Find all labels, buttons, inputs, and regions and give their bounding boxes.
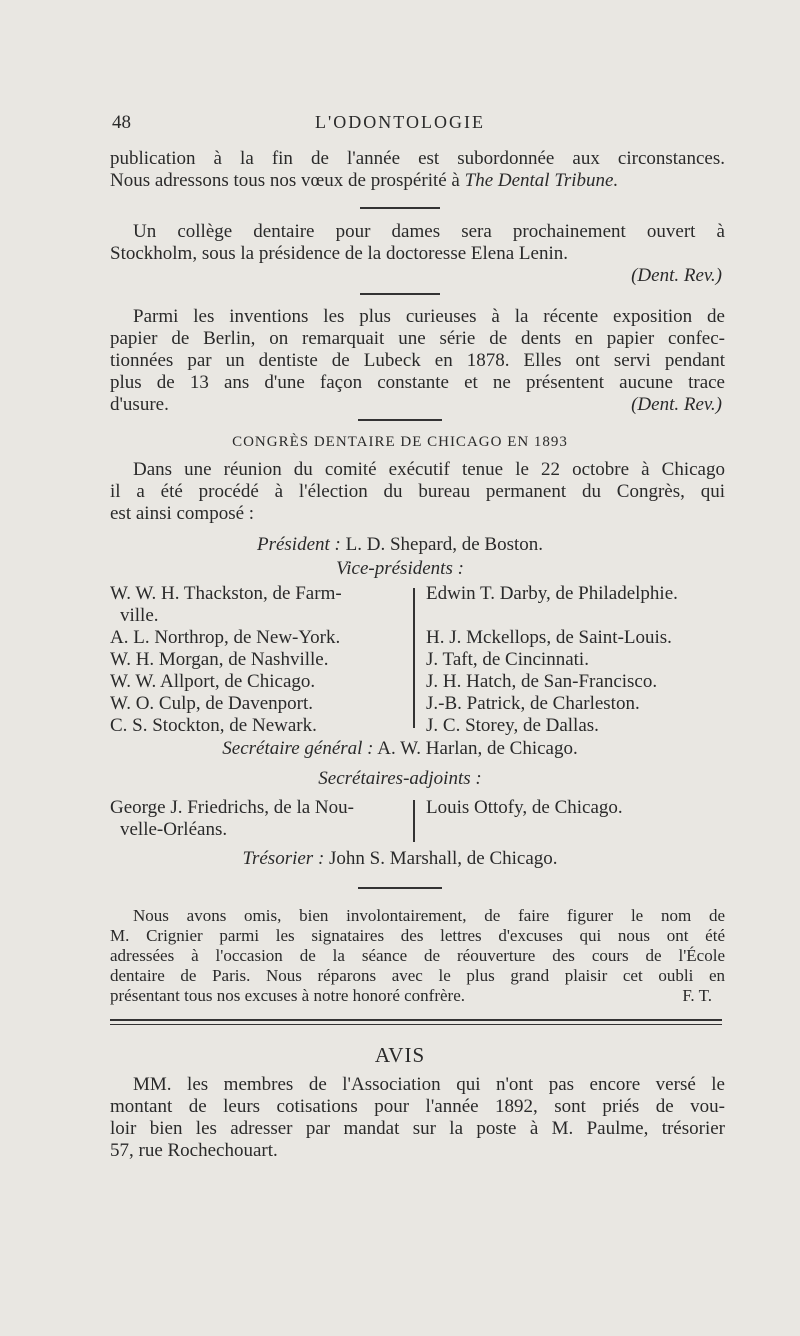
vice-presidents-label: Vice-présidents : — [336, 558, 464, 579]
president-line: Président : L. D. Shepard, de Boston. — [256, 534, 544, 555]
separator — [360, 207, 440, 209]
avis-title: AVIS — [374, 1043, 426, 1067]
para2-line1: Un collège dentaire pour dames sera prochainement ouvert à — [133, 221, 725, 242]
list-item: W. O. Culp, de Davenport. — [110, 693, 313, 714]
avis-line3: loir bien les adresser par mandat sur la poste à M. Paulme, trésorier — [110, 1118, 725, 1139]
vice-presidents-left — [110, 583, 410, 737]
double-rule-top — [110, 1019, 722, 1021]
list-item: C. S. Stockton, de Newark. — [110, 715, 317, 736]
list-item: H. J. Mckellops, de Saint-Louis. — [426, 627, 672, 648]
journal-title: The Dental Tribune. — [464, 170, 619, 191]
treasurer-line: Trésorier : John S. Marshall, de Chicago. — [242, 848, 558, 869]
para1-text: Nous adressons tous nos vœux de prospérité à — [110, 170, 465, 191]
para3-line3: tionnées par un dentiste de Lubeck en 1878. Elles ont servi pendant — [110, 350, 725, 371]
list-item: W. H. Morgan, de Nashville. — [110, 649, 329, 670]
erratum-signature: F. T. — [682, 986, 712, 1005]
para3-source: (Dent. Rev.) — [631, 394, 722, 415]
erratum-line2: M. Crignier parmi les signataires des lettres d'excuses qui nous ont été — [110, 926, 725, 945]
avis-line1: MM. les membres de l'Association qui n'ont pas encore versé le — [133, 1074, 725, 1095]
adjoints-left — [110, 797, 410, 841]
list-item: A. L. Northrop, de New-York. — [110, 627, 341, 648]
vice-presidents-right — [426, 583, 726, 737]
para3-line1: Parmi les inventions les plus curieuses à la récente exposition de — [133, 306, 725, 327]
para3-line5: d'usure. — [110, 394, 169, 415]
para3-line2: papier de Berlin, on remarquait une série de dents en papier confec- — [110, 328, 725, 349]
para1-line1: publication à la fin de l'année est subordonnée aux circonstances. — [110, 148, 725, 169]
column-divider — [413, 800, 415, 842]
list-item: J. H. Hatch, de San-Francisco. — [426, 671, 658, 692]
separator — [358, 419, 442, 421]
avis-line4: 57, rue Rochechouart. — [110, 1140, 278, 1161]
list-item: velle-Orléans. — [120, 819, 228, 840]
erratum-line1: Nous avons omis, bien involontairement, de faire figurer le nom de — [133, 906, 725, 925]
erratum-line3: adressées à l'occasion de la séance de réouverture des cours de l'École — [110, 946, 725, 965]
para3-line4: plus de 13 ans d'une façon constante et ne présentent aucune trace — [110, 372, 725, 393]
para1-line2 — [110, 170, 725, 192]
adjoints-right: Louis Ottofy, de Chicago. — [426, 797, 623, 818]
congres-line1: Dans une réunion du comité exécutif tenue le 22 octobre à Chicago — [133, 459, 725, 480]
separator — [360, 293, 440, 295]
list-item: Edwin T. Darby, de Philadelphie. — [426, 583, 678, 604]
para2-line2: Stockholm, sous la présidence de la doctoresse Elena Lenin. — [110, 243, 568, 264]
list-item: J.-B. Patrick, de Charleston. — [426, 693, 640, 714]
para2-source: (Dent. Rev.) — [631, 265, 722, 286]
list-item: W. W. H. Thackston, de Farm- — [110, 583, 342, 604]
avis-line2: montant de leurs cotisations pour l'année 1892, sont priés de vou- — [110, 1096, 725, 1117]
column-divider — [413, 588, 415, 728]
list-item: J. C. Storey, de Dallas. — [426, 715, 599, 736]
adjoints-label: Secrétaires-adjoints : — [318, 768, 482, 789]
erratum-line4: dentaire de Paris. Nous réparons avec le plus grand plaisir cet oubli en — [110, 966, 725, 985]
page-number: 48 — [112, 112, 131, 133]
list-item: J. Taft, de Cincinnati. — [426, 649, 589, 670]
congres-line2: il a été procédé à l'élection du bureau permanent du Congrès, qui — [110, 481, 725, 502]
section-heading: CONGRÈS DENTAIRE DE CHICAGO EN 1893 — [232, 434, 568, 450]
list-item: George J. Friedrichs, de la Nou- — [110, 797, 354, 818]
list-item: W. W. Allport, de Chicago. — [110, 671, 316, 692]
secretary-line: Secrétaire général : A. W. Harlan, de Chicago. — [222, 738, 578, 759]
congres-line3: est ainsi composé : — [110, 503, 255, 524]
double-rule-bottom — [110, 1024, 722, 1025]
list-item: ville. — [120, 605, 159, 626]
running-title: L'ODONTOLOGIE — [315, 112, 485, 132]
separator — [358, 887, 442, 889]
erratum-line5: présentant tous nos excuses à notre honoré confrère. — [110, 986, 465, 1005]
